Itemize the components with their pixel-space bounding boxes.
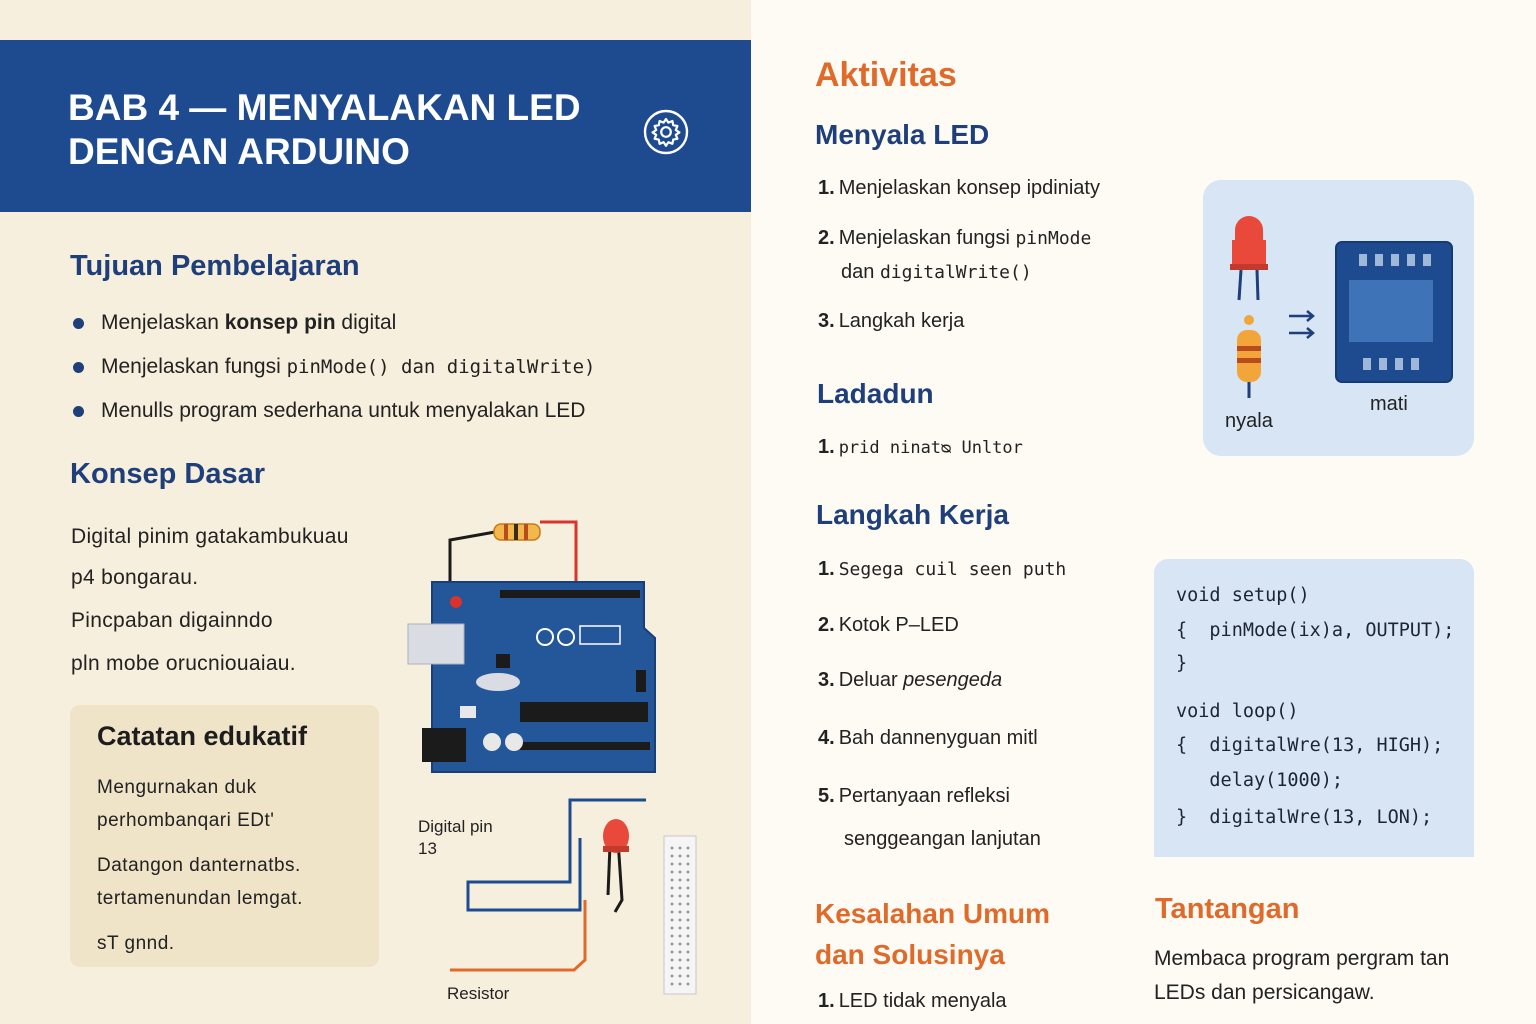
concept-line: Digital pinim gatakambukuau [71,525,349,548]
breadboard-hole [671,895,674,898]
objective-text: digital [335,311,397,334]
breadboard-hole [671,911,674,914]
digital-pin-label-line: 13 [418,839,437,858]
ladadun-heading: Ladadun [817,378,934,409]
breadboard-hole [671,879,674,882]
led-on-heading: Menyala LED [815,119,990,150]
code-line: { digitalWre(13, HIGH); [1176,735,1444,756]
breadboard-hole [671,951,674,954]
code-line: } digitalWre(13, LON); [1176,807,1433,828]
breadboard-hole [671,943,674,946]
concept-line: p4 bongarau. [71,566,199,589]
breadboard-hole [679,855,682,858]
objectives-heading: Tujuan Pembelajaran [70,250,360,282]
breadboard-hole [679,919,682,922]
breadboard-hole [687,863,690,866]
breadboard-hole [671,903,674,906]
breadboard-hole [679,975,682,978]
breadboard-hole [671,863,674,866]
activity-item [818,310,964,333]
code-line: } [1176,653,1188,674]
breadboard-hole [671,959,674,962]
step-item [818,614,959,637]
mistakes-heading-line: Kesalahan Umum [815,898,1050,929]
led-state-panel [1203,180,1474,456]
item-italic: pesengeda [903,669,1003,691]
breadboard-hole [671,967,674,970]
chapter-title-line-1: BAB 4 — MENYALAKAN LED [68,87,581,128]
step-item [818,558,1066,581]
breadboard-hole [679,911,682,914]
breadboard-hole [687,919,690,922]
item-text: Langkah kerja [838,310,965,332]
item-code: digitalWrite() [879,262,1032,283]
note-line: Datangon danternatbs. [97,855,301,876]
note-line: Mengurnakan duk [97,777,257,798]
code-line: delay(1000); [1176,770,1344,791]
list-item [70,396,730,440]
activities-heading: Aktivitas [815,56,957,94]
item-number: 3. [818,669,835,691]
item-number: 3. [818,310,835,332]
note-line: perhombanqari EDt' [97,810,275,831]
label-on: nyala [1225,410,1273,432]
activity-item [818,227,1091,250]
breadboard-hole [687,975,690,978]
breadboard-hole [671,935,674,938]
digital-pin-label-line: Digital pin [418,817,493,836]
ladadun-item [818,436,1023,459]
breadboard-hole [671,871,674,874]
item-text: Menjelaskan konsep ipdiniaty [838,177,1100,199]
item-text: LED tidak menyala [838,990,1007,1012]
item-number: 4. [818,727,835,749]
item-number: 1. [818,177,835,199]
concept-line: Pincpaban digainndo [71,609,273,632]
list-item [70,352,730,396]
gear-icon [642,108,690,156]
chapter-title [68,86,628,174]
note-line: tertamenundan lemgat. [97,888,303,909]
activity-item [818,177,1100,200]
breadboard-hole [687,935,690,938]
note-box [70,705,379,967]
item-number: 2. [818,614,835,636]
chapter-title-line-2: DENGAN ARDUINO [68,131,410,172]
breadboard-hole [679,895,682,898]
objective-code: pinMode() dan digitalWrite) [286,356,596,378]
item-text: prid ninatᴓ Unltor [838,438,1023,458]
breadboard-hole [671,927,674,930]
mistake-item [818,990,1007,1013]
code-line: { pinMode(ix)a, OUTPUT); [1176,620,1455,641]
concept-text [71,516,411,684]
breadboard-hole [679,967,682,970]
breadboard-hole [671,919,674,922]
breadboard-hole [671,855,674,858]
breadboard-hole [671,847,674,850]
concept-heading: Konsep Dasar [70,458,266,490]
item-text: dan [841,261,880,283]
steps-heading: Langkah Kerja [816,499,1009,530]
breadboard-hole [679,863,682,866]
objectives-list [70,308,730,440]
code-panel [1154,559,1474,857]
breadboard-hole [687,903,690,906]
activity-item-continued [841,261,1032,284]
breadboard-hole [687,847,690,850]
code-line: void loop() [1176,701,1299,722]
objective-text: Menjelaskan fungsi [101,355,287,378]
breadboard-hole [687,943,690,946]
breadboard-hole [687,871,690,874]
breadboard-hole [687,967,690,970]
breadboard-hole [679,879,682,882]
breadboard-hole [687,911,690,914]
note-line: sT gnnd. [97,933,175,954]
concept-line: pln mobe orucniouaiau. [71,652,296,675]
step-item-continued: senggeangan lanjutan [844,828,1041,850]
breadboard-hole [671,975,674,978]
breadboard-hole [679,983,682,986]
breadboard-hole [679,927,682,930]
note-title: Catatan edukatif [97,721,308,751]
breadboard-hole [679,847,682,850]
list-item [70,308,730,352]
label-off: mati [1370,393,1408,415]
challenge-heading: Tantangan [1155,893,1300,925]
breadboard-hole [687,887,690,890]
breadboard-hole [679,943,682,946]
breadboard-hole [687,895,690,898]
digital-pin-label [418,816,493,860]
item-text: Pertanyaan refleksi [838,785,1010,807]
step-item [818,785,1010,808]
item-number: 1. [818,990,835,1012]
item-number: 2. [818,227,835,249]
item-text: Kotok P–LED [838,614,959,636]
item-number: 1. [818,436,835,458]
item-text: Bah dannenyguan mitl [838,727,1038,749]
code-line: void setup() [1176,585,1310,606]
item-text: Menjelaskan fungsi [838,227,1016,249]
breadboard-hole [671,983,674,986]
breadboard-hole [687,983,690,986]
mistakes-heading-line: dan Solusinya [815,939,1005,970]
item-code: pinMode [1015,228,1092,249]
resistor-label: Resistor [447,984,510,1003]
objective-bold: konsep pin [224,311,336,334]
breadboard-hole [679,871,682,874]
breadboard-hole [671,887,674,890]
note-body [97,771,367,960]
step-item [818,669,1002,692]
breadboard-hole [679,935,682,938]
step-item [818,727,1038,750]
item-text: Deluar [838,669,904,691]
item-number: 5. [818,785,835,807]
challenge-text: Membaca program pergram tan LEDs dan persicangaw. [1154,947,1450,1004]
breadboard-hole [687,927,690,930]
mistakes-heading [815,893,1050,975]
breadboard-hole [679,951,682,954]
arduino-board-illustration [400,510,670,780]
breadboard-hole [687,959,690,962]
objective-text: Menulls program sederhana untuk menyalakan LED [101,399,586,422]
breadboard-hole [679,959,682,962]
item-number: 1. [818,558,835,580]
breadboard-hole [687,879,690,882]
breadboard-hole [687,855,690,858]
breadboard-hole [687,951,690,954]
breadboard-hole [679,887,682,890]
objective-text: Menjelaskan [101,311,225,334]
breadboard-hole [679,903,682,906]
item-text: Segega cuil seen puth [838,559,1067,580]
